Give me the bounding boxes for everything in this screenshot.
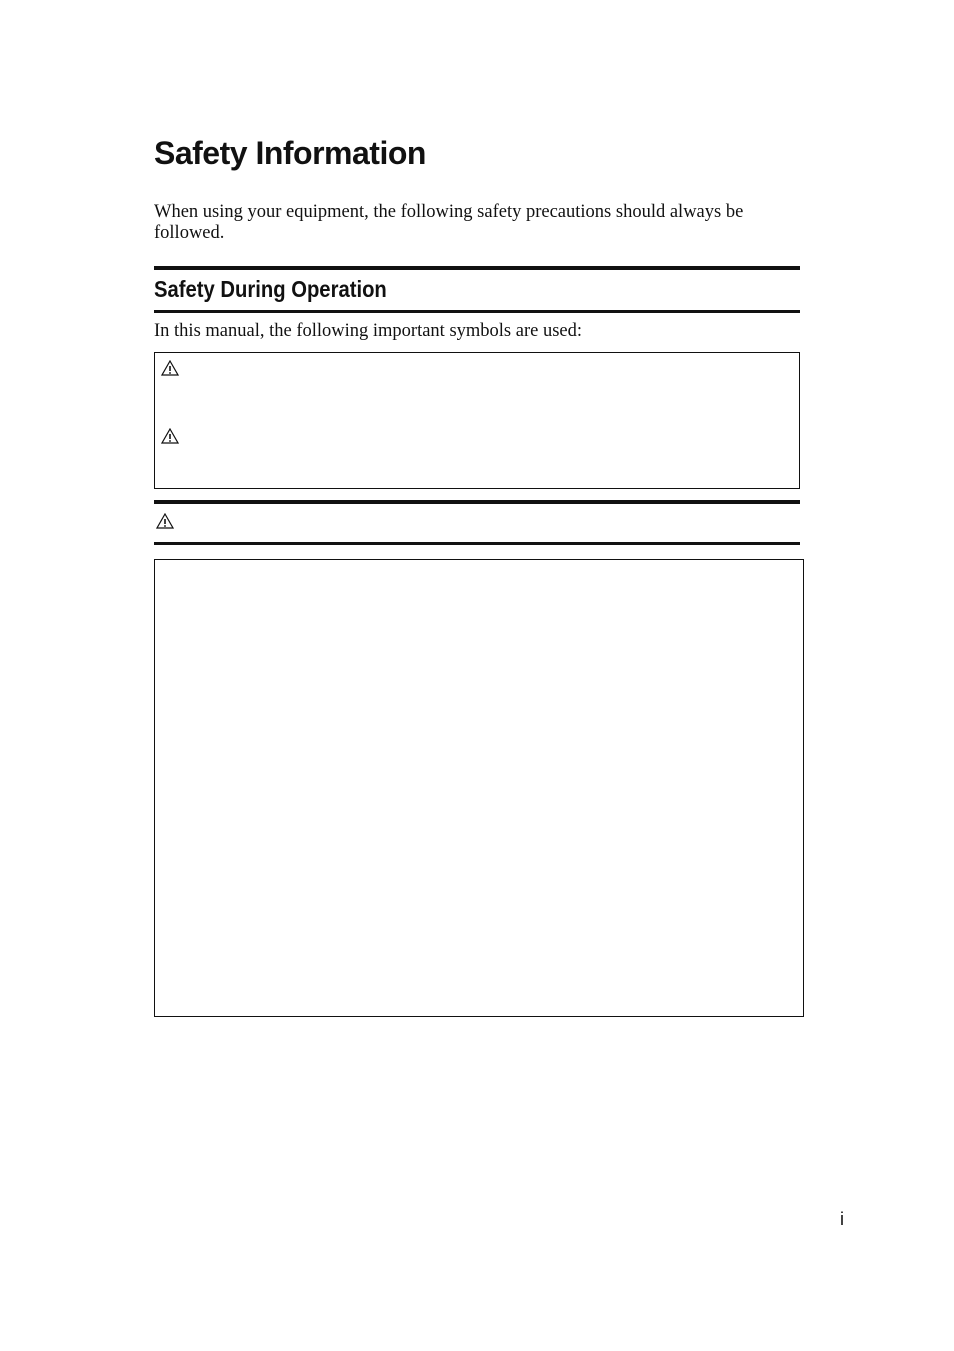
section-bottom-rule — [154, 310, 800, 313]
symbols-box — [154, 352, 800, 489]
caution-content-box — [154, 559, 804, 1017]
warning-triangle-icon — [156, 513, 174, 529]
warning-triangle-icon — [161, 428, 179, 444]
symbols-lead-text: In this manual, the following important symbols are used: — [154, 321, 583, 341]
warning-triangle-icon — [161, 360, 179, 376]
caution-header-top-rule — [154, 500, 800, 504]
page-number: i — [840, 1209, 844, 1229]
caution-header-bottom-rule — [154, 542, 800, 545]
page-title: Safety Information — [154, 135, 426, 171]
section-heading: Safety During Operation — [154, 276, 387, 302]
intro-paragraph: When using your equipment, the following safety precautions should always be followed. — [154, 202, 744, 243]
section-top-rule — [154, 266, 800, 270]
